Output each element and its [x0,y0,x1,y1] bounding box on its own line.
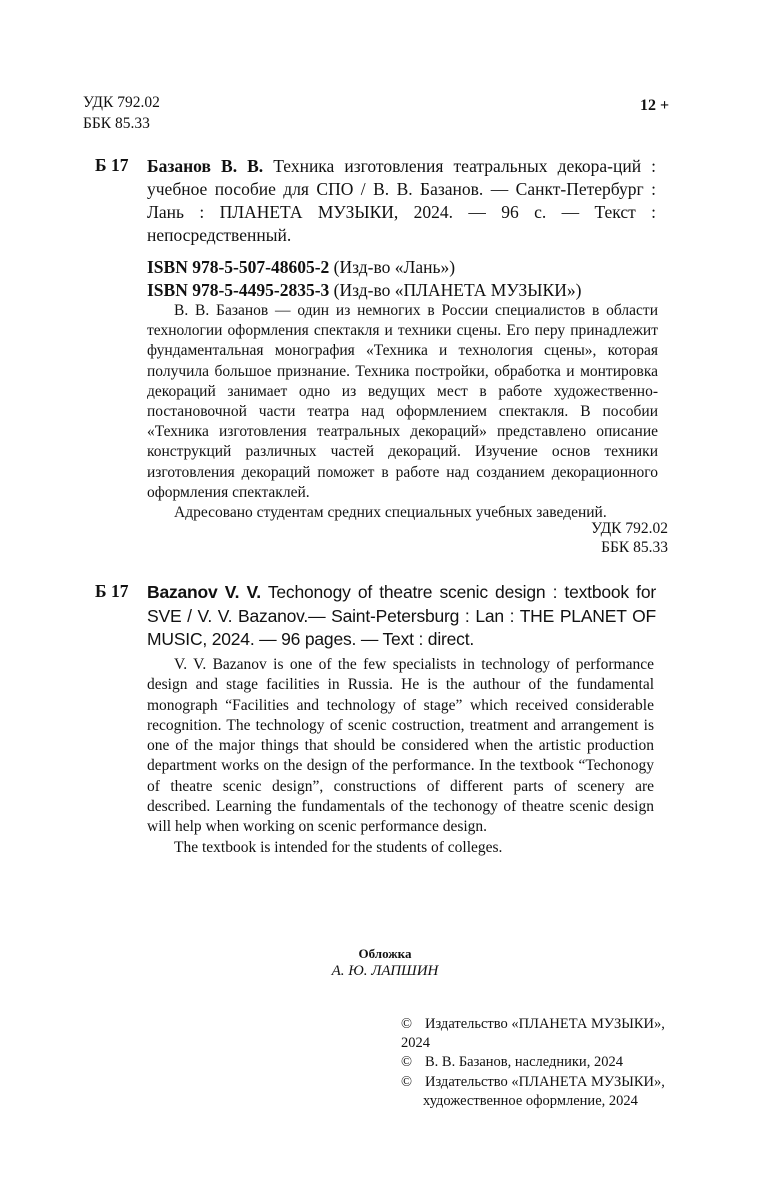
abstract-ru [147,301,658,523]
abstract-ru-paragraph-2: Адресовано студентам средних специальных учебных заведений. [174,504,607,522]
copyright-icon: © [401,1054,413,1071]
entry-ru-body: ций : учебное пособие для СПО / В. В. Базанов. — Санкт-Петербург : Лань : ПЛАНЕТА МУЗЫКИ, 2024. — 96 с. — Текст : непосредственный. [147,156,657,245]
header-classification [83,92,160,134]
header-bbk: ББК 85.33 [83,115,150,132]
entry-ru [147,155,656,247]
entry-en-code: Б 17 [95,581,129,601]
entry-ru-author: Базанов В. В. [147,156,264,176]
copyright-line-1 [401,1015,671,1034]
isbn-planet [147,279,581,302]
copyright-icon: © [401,1073,413,1090]
copyright-line-3-text: Издательство «ПЛАНЕТА МУЗЫКИ», [425,1073,665,1090]
copyright-line-3-cont: художественное оформление, 2024 [423,1092,638,1109]
entry-en-body: Techonogy of theatre scenic design : textbook for SVE / V. V. Bazanov.— Saint-Petersburg : Lan : THE PLANET OF MUSIC, 2024. — 96 pages. — Text : direct. [147,582,656,649]
abstract-ru-udk: УДК 792.02 [591,520,668,537]
isbn-lan-publisher: (Изд-во «Лань») [333,257,456,277]
copyright-block [401,1015,671,1111]
isbn-lan [147,256,581,279]
abstract-ru-bbk: ББК 85.33 [601,539,668,556]
abstract-ru-classification [560,519,668,557]
copyright-icon: © [401,1016,413,1032]
abstract-en-paragraph-2: The textbook is intended for the students of colleges. [174,838,503,856]
isbn-planet-number: ISBN 978-5-4495-2835-3 [147,280,330,300]
entry-en-author: Bazanov V. V. [147,582,261,602]
abstract-ru-paragraph-1: В. В. Базанов — один из немногих в России специалистов в области технологии оформления спектакля и техники сцены. Его перу принадлежит фундаментальная монография «Техника и технология сцены», которая получила большое признание. Техника постройки, обработка и монтировка декораций занимает одно из ведущих мест в работе художественно-постановочной части театра над оформлением спектакля. В пособии «Техника изготовления театральных декораций» представлено описание конструкций различных частей декораций. Изучение основ техники изготовления декораций поможет в работе над созданием декорационного оформления спектаклей. [147,302,658,501]
isbn-lan-number: ISBN 978-5-507-48605-2 [147,257,330,277]
isbn-planet-publisher: (Изд-во «ПЛАНЕТА МУЗЫКИ») [333,280,582,300]
header-udk: УДК 792.02 [83,94,160,111]
isbn-block [147,256,581,302]
copyright-line-1-cont: 2024 [401,1035,430,1052]
entry-ru-title-start: Техника изготовления театральных декора- [273,156,613,176]
cover-designer: А. Ю. ЛАПШИН [331,963,439,979]
entry-en-text [147,581,656,652]
copyright-line-3 [401,1073,671,1092]
copyright-line-2-text: В. В. Базанов, наследники, 2024 [425,1054,623,1071]
copyright-line-1-text: Издательство «ПЛАНЕТА МУЗЫКИ», [425,1016,665,1032]
abstract-en [147,655,654,858]
age-rating: 12 + [640,97,670,114]
copyright-line-2 [401,1053,671,1072]
cover-label: Обложка [358,946,412,961]
entry-en [147,581,656,652]
abstract-en-paragraph-1: V. V. Bazanov is one of the few specialists in technology of performance design and stage facilities in Russia. He is the authour of the fundamental monograph “Facilities and technology of stage” which received considerable recognition. The technology of scenic costruction, treatment and arrangement is one of the major things that should be considered when the artistic production department works on the design of the performance. In the textbook “Techonogy of theatre scenic design”, constructions of different parts of scenery are described. Learning the fundamentals of the techonogy of theatre scenic design will help when working on scenic performance design. [147,656,654,836]
entry-ru-code: Б 17 [95,155,129,175]
